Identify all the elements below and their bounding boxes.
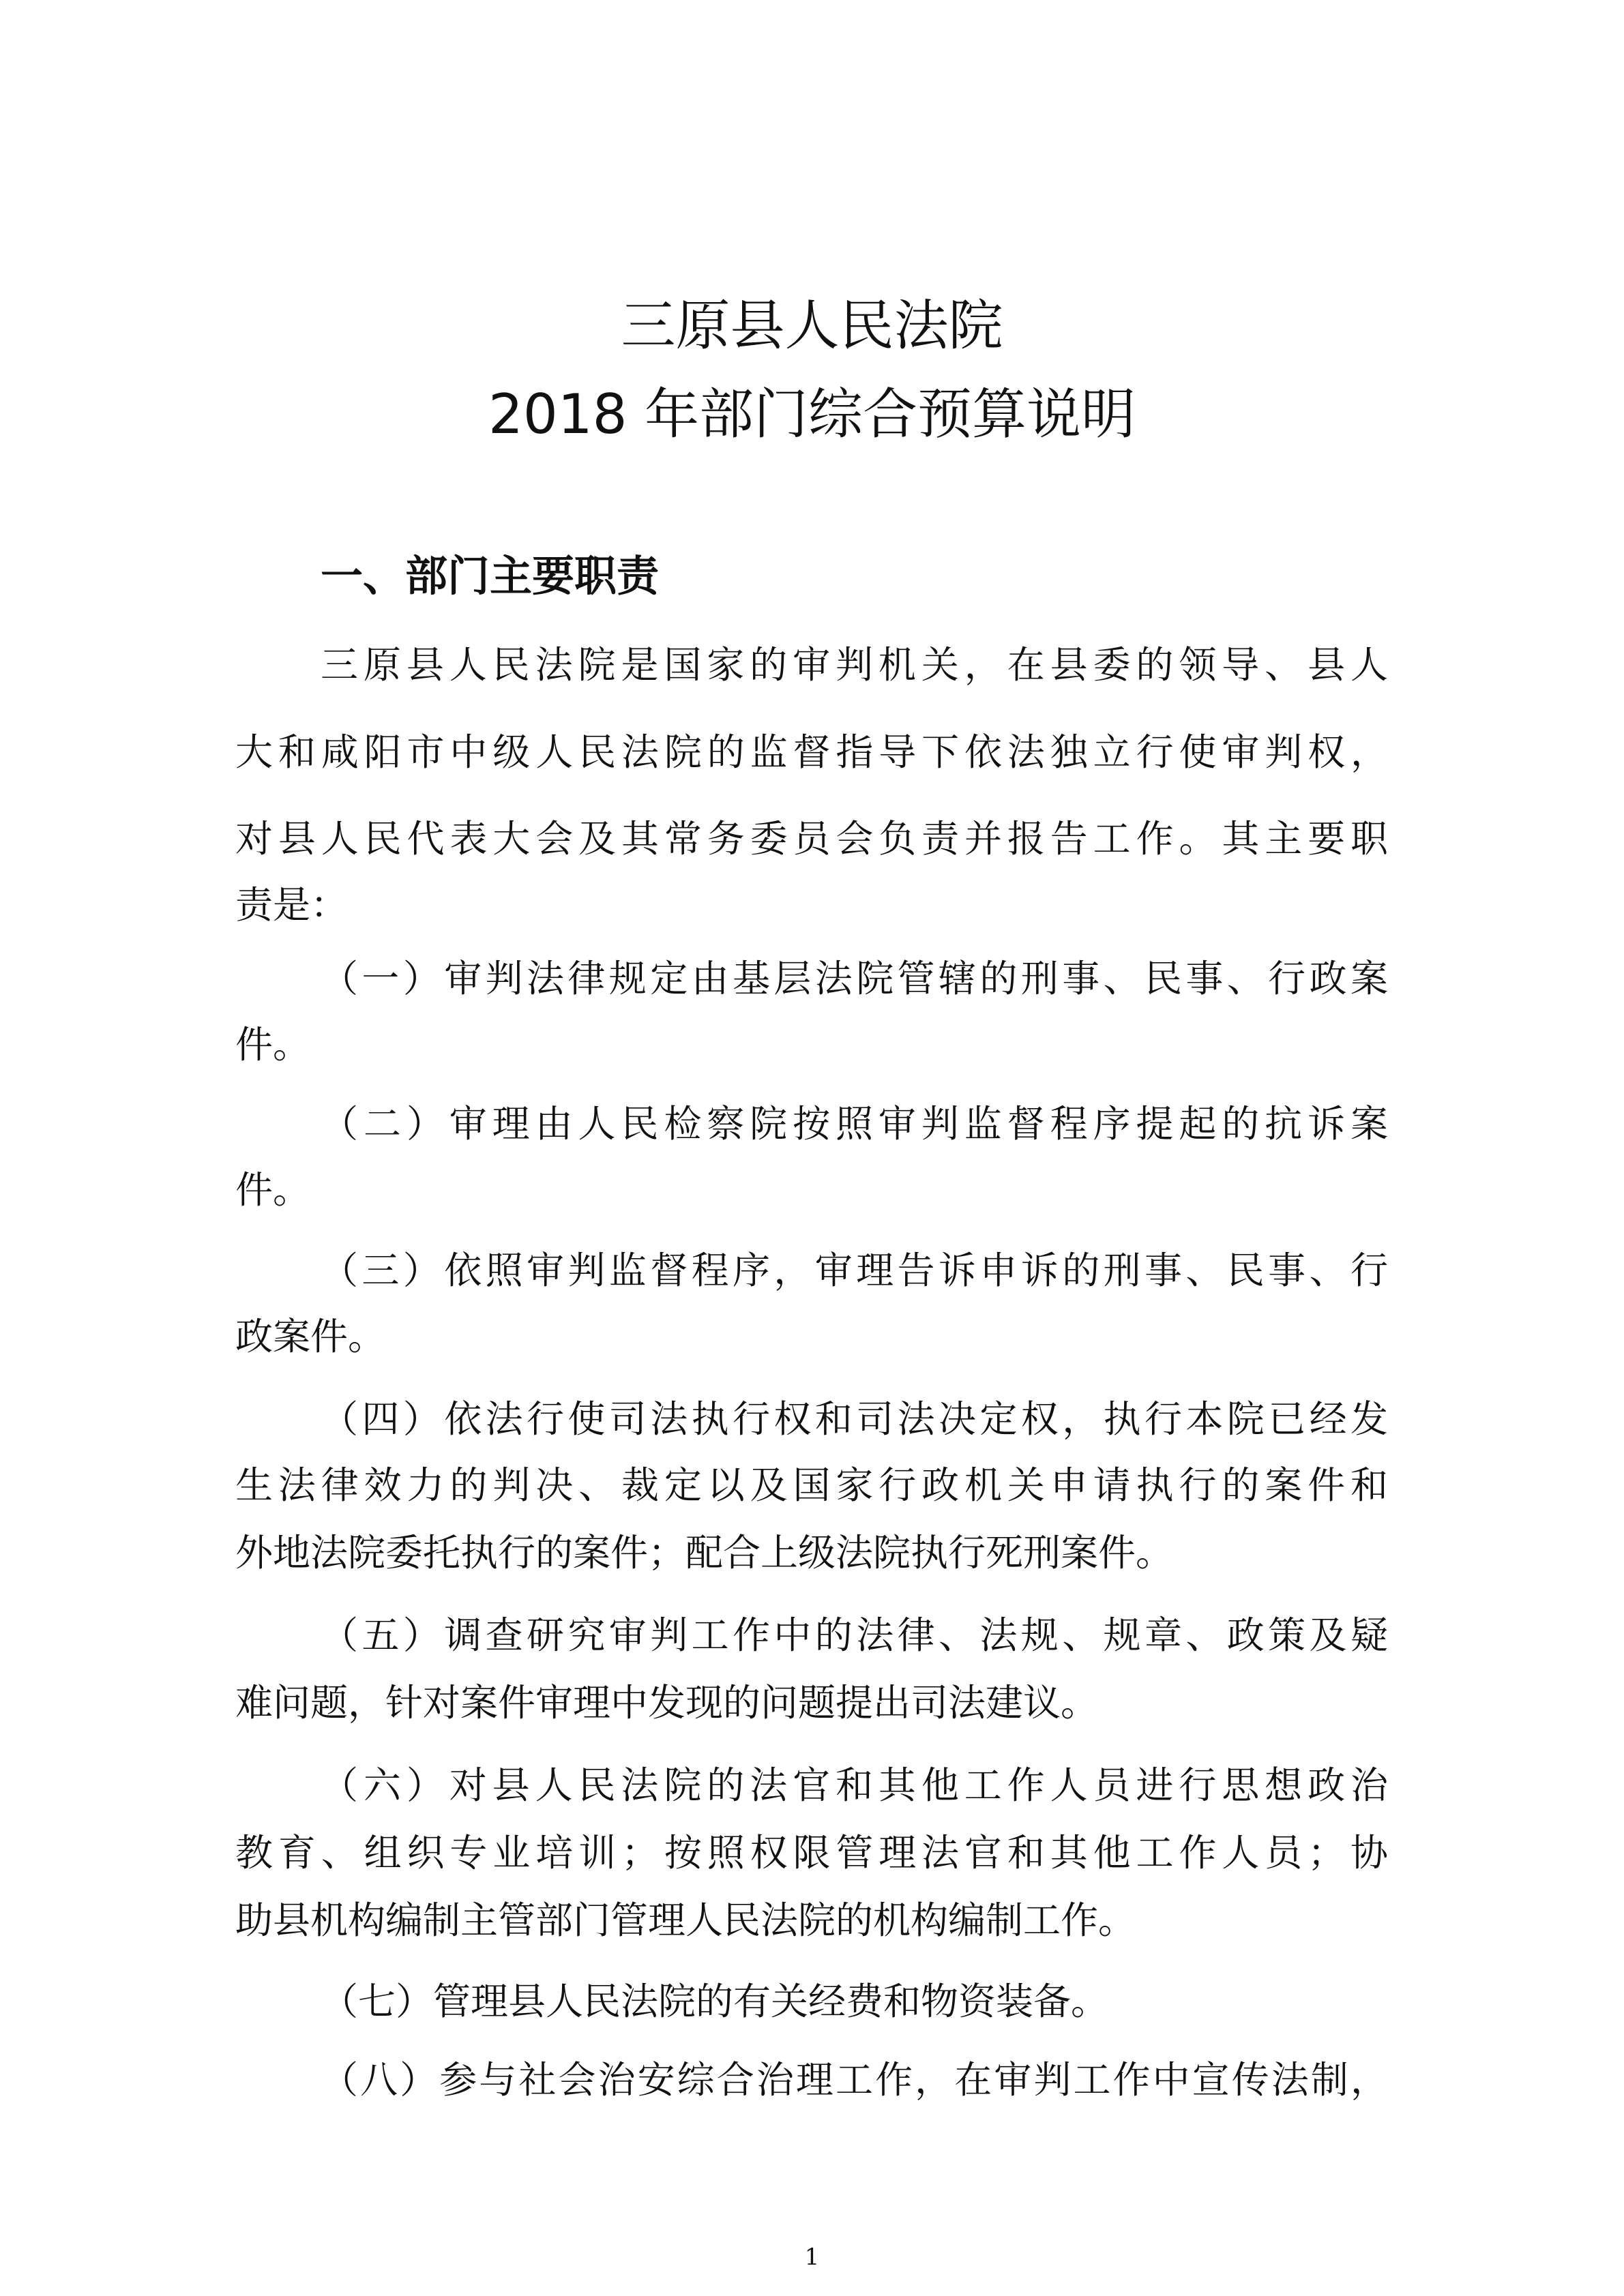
document-subtitle: 2018 年部门综合预算说明	[488, 383, 1136, 446]
body-text-line: 大和咸阳市中级人民法院的监督指导下依法独立行使审判权，	[235, 730, 1388, 774]
body-text-line: 三原县人民法院是国家的审判机关，在县委的领导、县人	[321, 643, 1388, 687]
body-text-line: 外地法院委托执行的案件；配合上级法院执行死刑案件。	[235, 1531, 1174, 1575]
body-text-line: （一）审判法律规定由基层法院管辖的刑事、民事、行政案	[321, 957, 1388, 1000]
body-text-line: 助县机构编制主管部门管理人民法院的机构编制工作。	[235, 1898, 1136, 1942]
body-text-line: 责是：	[235, 883, 349, 927]
body-text-line: 件。	[235, 1023, 311, 1067]
body-text-line: 教育、组织专业培训；按照权限管理法官和其他工作人员；协	[235, 1831, 1388, 1875]
page-number: 1	[804, 2243, 820, 2271]
body-text-line: （五）调查研究审判工作中的法律、法规、规章、政策及疑	[321, 1613, 1388, 1657]
body-text-line: （二）审理由人民检察院按照审判监督程序提起的抗诉案	[321, 1102, 1388, 1146]
body-text-line: （七）管理县人民法院的有关经费和物资装备。	[321, 1980, 1109, 2023]
body-text-line: 对县人民代表大会及其常务委员会负责并报告工作。其主要职	[235, 817, 1388, 861]
body-text-line: 政案件。	[235, 1315, 386, 1358]
body-text-line: （三）依照审判监督程序，审理告诉申诉的刑事、民事、行	[321, 1249, 1388, 1292]
body-text-line: 件。	[235, 1168, 311, 1212]
document-title: 三原县人民法院	[621, 294, 1003, 357]
body-text-line: （四）依法行使司法执行权和司法决定权，执行本院已经发	[321, 1397, 1388, 1441]
section-heading: 一、部门主要职责	[321, 551, 660, 601]
body-text-line: （六）对县人民法院的法官和其他工作人员进行思想政治	[321, 1763, 1388, 1807]
body-text-line: （八）参与社会治安综合治理工作，在审判工作中宣传法制，	[321, 2058, 1388, 2102]
body-text-line: 生法律效力的判决、裁定以及国家行政机关申请执行的案件和	[235, 1463, 1388, 1507]
body-text-line: 难问题，针对案件审理中发现的问题提出司法建议。	[235, 1681, 1099, 1725]
